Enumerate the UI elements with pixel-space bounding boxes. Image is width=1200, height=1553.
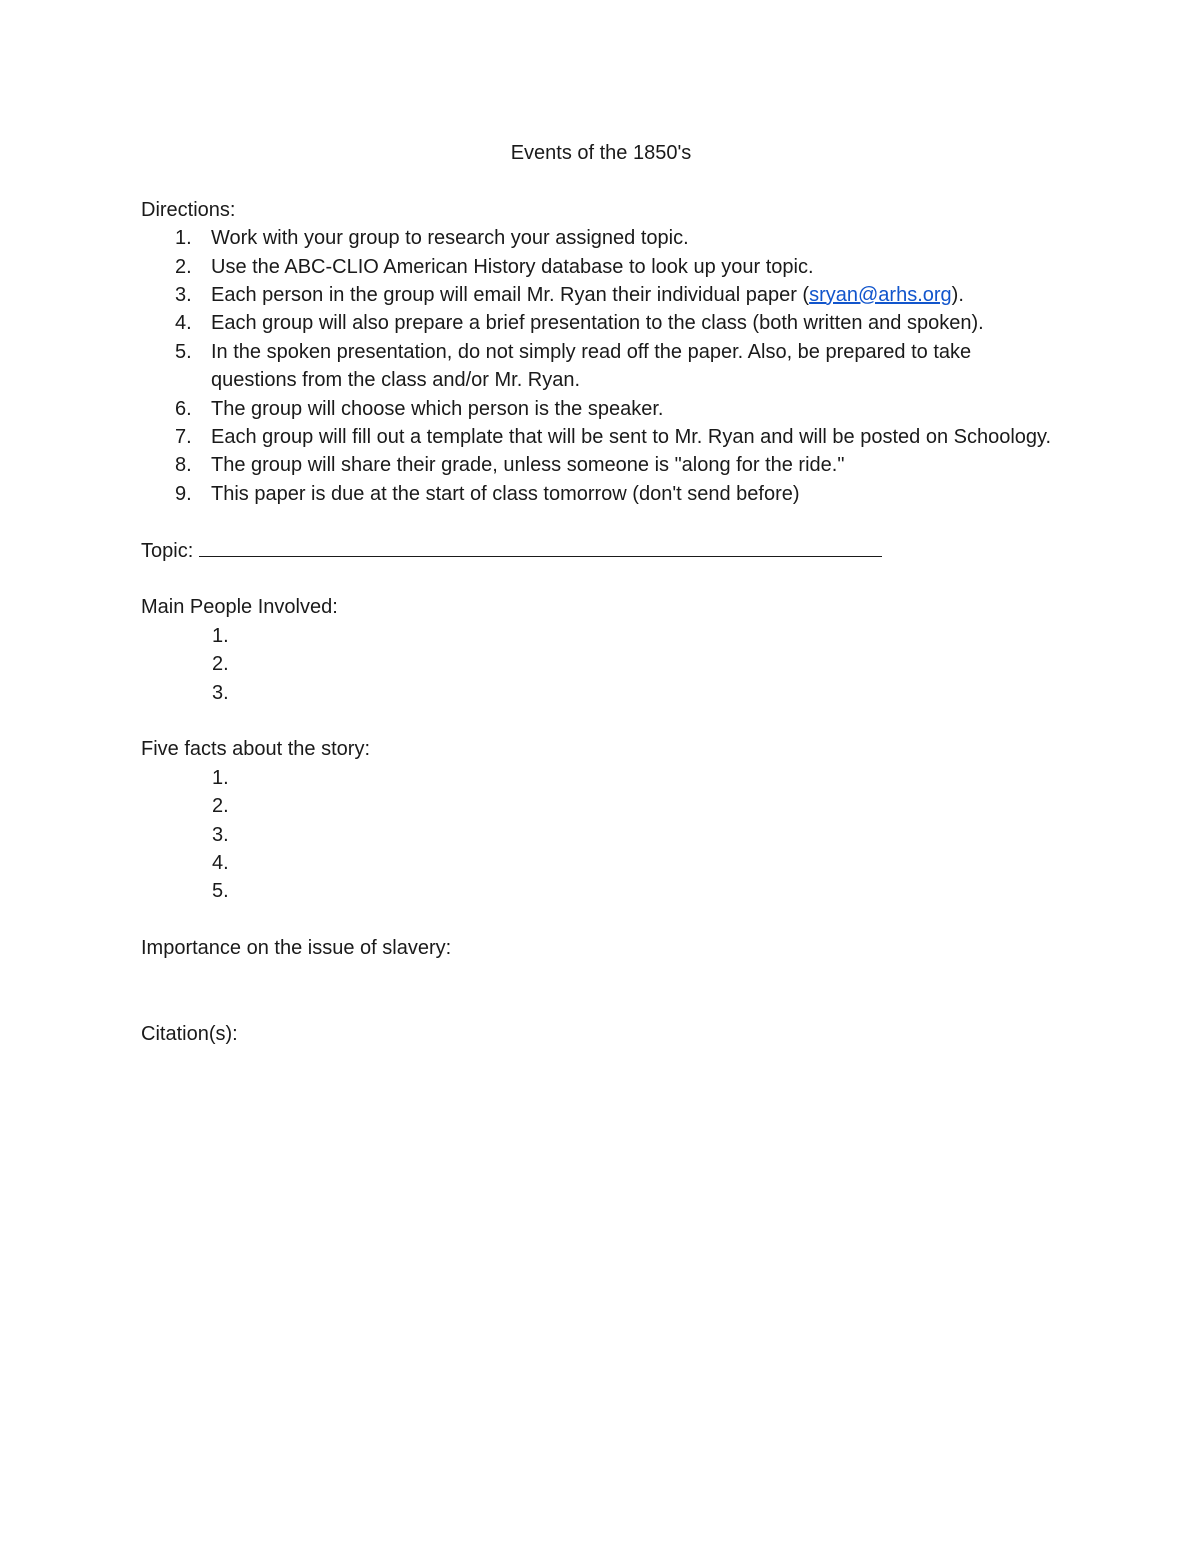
topic-line (141, 537, 1061, 565)
facts-list (141, 764, 1061, 906)
direction-text: In the spoken presentation, do not simply read off the paper. Also, be prepared to take questions from the class and/or Mr. Ryan. (211, 340, 972, 392)
direction-text: The group will choose which person is the speaker. (211, 397, 664, 420)
email-link[interactable]: sryan@arhs.org (809, 284, 952, 306)
document-page (141, 139, 1061, 1048)
fact-item: 5. (212, 880, 229, 903)
page-title: Events of the 1850's (510, 142, 692, 164)
direction-text-end: ). (951, 284, 964, 306)
direction-item-5 (141, 338, 1061, 395)
fact-item: 1. (212, 766, 229, 789)
people-item: 2. (212, 653, 229, 676)
people-list (141, 622, 1061, 707)
direction-text: Use the ABC-CLIO American History database to look up your topic. (211, 255, 814, 278)
directions-heading: Directions: (141, 198, 236, 221)
direction-text: Work with your group to research your assigned topic. (211, 227, 689, 250)
citation-heading: Citation(s): (141, 1022, 238, 1045)
direction-text: The group will share their grade, unless someone is "along for the ride." (211, 454, 845, 477)
direction-item-8 (141, 451, 1061, 479)
direction-item-3 (141, 281, 1061, 309)
direction-text: Each group will fill out a template that will be sent to Mr. Ryan and will be posted on Schoology. (211, 426, 1052, 449)
people-item: 1. (212, 624, 229, 647)
direction-item-7 (141, 423, 1061, 451)
fact-item: 4. (212, 851, 229, 874)
item-number: 3. (175, 284, 192, 306)
item-number: 9. (175, 482, 192, 505)
fact-item: 2. (212, 795, 229, 818)
facts-heading: Five facts about the story: (141, 738, 370, 761)
topic-blank (199, 538, 882, 557)
people-item: 3. (212, 681, 229, 704)
item-number: 8. (175, 454, 192, 477)
item-number: 1. (175, 227, 192, 250)
direction-text: Each person in the group will email Mr. Ryan their individual paper ( (211, 284, 810, 306)
direction-item-4 (141, 309, 1061, 337)
directions-list (141, 224, 1061, 508)
item-number: 7. (175, 426, 192, 449)
direction-item-1 (141, 224, 1061, 252)
importance-heading: Importance on the issue of slavery: (141, 937, 452, 960)
topic-label: Topic: (141, 539, 199, 562)
direction-item-2 (141, 253, 1061, 281)
item-number: 5. (175, 340, 192, 363)
item-number: 6. (175, 397, 192, 420)
item-number: 4. (175, 312, 192, 335)
direction-text: Each group will also prepare a brief presentation to the class (both written and spoken). (211, 312, 984, 335)
people-heading: Main People Involved: (141, 596, 338, 619)
direction-text: This paper is due at the start of class tomorrow (don't send before) (211, 482, 800, 505)
fact-item: 3. (212, 823, 229, 846)
item-number: 2. (175, 255, 192, 278)
direction-item-6 (141, 395, 1061, 423)
direction-item-9 (141, 480, 1061, 508)
